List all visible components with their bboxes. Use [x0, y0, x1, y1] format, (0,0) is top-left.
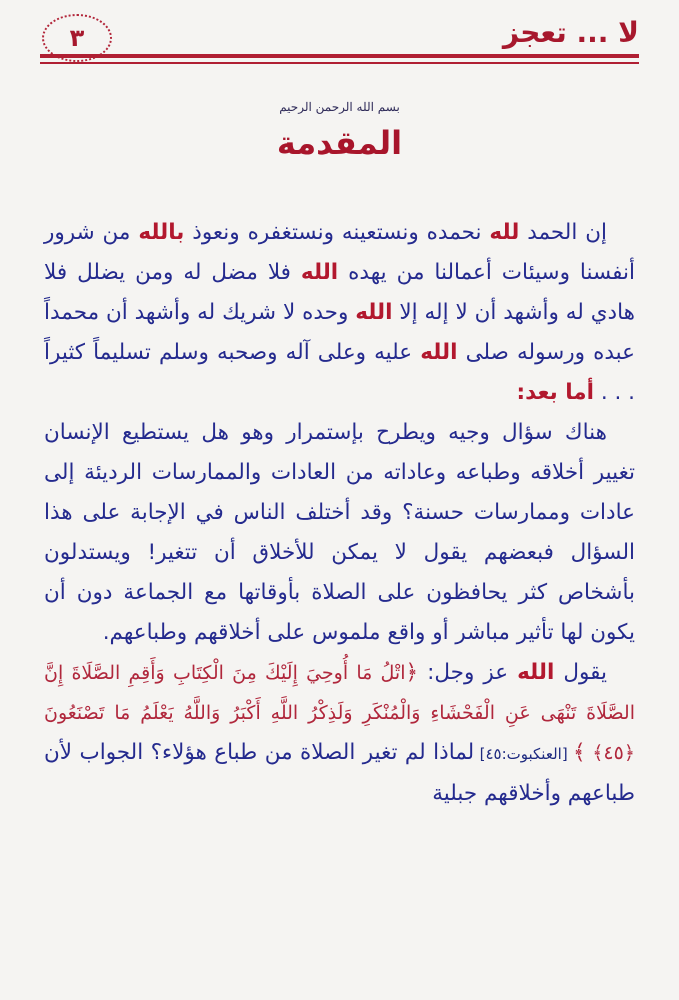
- body-text: [44, 213, 635, 814]
- text-run: لماذا لم تغير الصلاة من طباع هؤلاء؟ الجواب لأن طباعهم وأخلاقهم جبلية: [44, 740, 635, 806]
- text-run: من شرور أنفسنا وسيئات أعمالنا من يهده: [44, 220, 635, 285]
- basmala: بسم الله الرحمن الرحيم: [279, 100, 400, 114]
- highlight-word: بالله: [138, 220, 185, 245]
- text-run: عليه وعلى آله وصحبه وسلم تسليماً كثيراً . . .: [44, 340, 635, 405]
- text-run: نحمده ونستعينه ونستغفره ونعوذ: [184, 220, 490, 245]
- highlight-word: لله: [489, 220, 520, 245]
- text-run: فلا مضل له ومن يضلل فلا هادي له وأشهد أن لا إله إلا: [44, 260, 635, 325]
- paragraph-question: هناك سؤال وجيه ويطرح بإستمرار وهو هل يستطيع الإنسان تغيير أخلاقه وطباعه وعاداته من العادات والممارسات الرديئة إلى عادات وممارسات حسنة؟ وقد أختلف الناس في الإجابة على هذا السؤال فبعضهم يقول لا يمكن للأخلاق أن تتغير! ويستدلون بأشخاص كثر يحافظون على الصلاة بأوقاتها مع الجماعة دون أن يكون لها تأثير مباشر أو واقع ملموس على أخلاقهم وطباعهم.: [44, 420, 635, 645]
- highlight-word: الله: [300, 260, 339, 285]
- highlight-word: الله: [517, 660, 555, 685]
- paragraph-verse: [44, 653, 635, 814]
- text-run: إن الحمد: [519, 220, 607, 245]
- verse-open-bracket: ﴿: [405, 660, 419, 685]
- text-run: يقول: [554, 660, 607, 685]
- page-number: ٣: [69, 24, 85, 52]
- book-title: لا ... تعجز: [502, 16, 639, 49]
- amma-bad-label: أما بعد:: [516, 380, 594, 405]
- paragraph-intro: [44, 213, 635, 413]
- section-title: المقدمة: [276, 124, 403, 162]
- verse-number: ﴿٤٥﴾: [585, 742, 635, 764]
- quran-verse: اتْلُ مَا أُوحِيَ إِلَيْكَ مِنَ الْكِتَابِ وَأَقِمِ الصَّلَاةَ إِنَّ الصَّلَاةَ تَنْهَى عَنِ الْفَحْشَاءِ وَالْمُنْكَرِ وَلَذِكْرُ اللَّهِ أَكْبَرُ وَاللَّهُ يَعْلَمُ مَا تَصْنَعُونَ: [44, 662, 635, 724]
- highlight-word: الله: [420, 340, 458, 365]
- highlight-word: الله: [355, 300, 393, 325]
- header-rule-thick: [40, 54, 639, 58]
- text-run: وحده لا شريك له وأشهد أن محمداً عبده ورسوله صلى: [44, 300, 635, 365]
- verse-close-bracket: ﴾: [573, 740, 586, 765]
- text-run: عز وجل:: [418, 660, 518, 685]
- header-rule-thin: [40, 62, 639, 64]
- verse-reference: [العنكبوت:٤٥]: [474, 745, 574, 763]
